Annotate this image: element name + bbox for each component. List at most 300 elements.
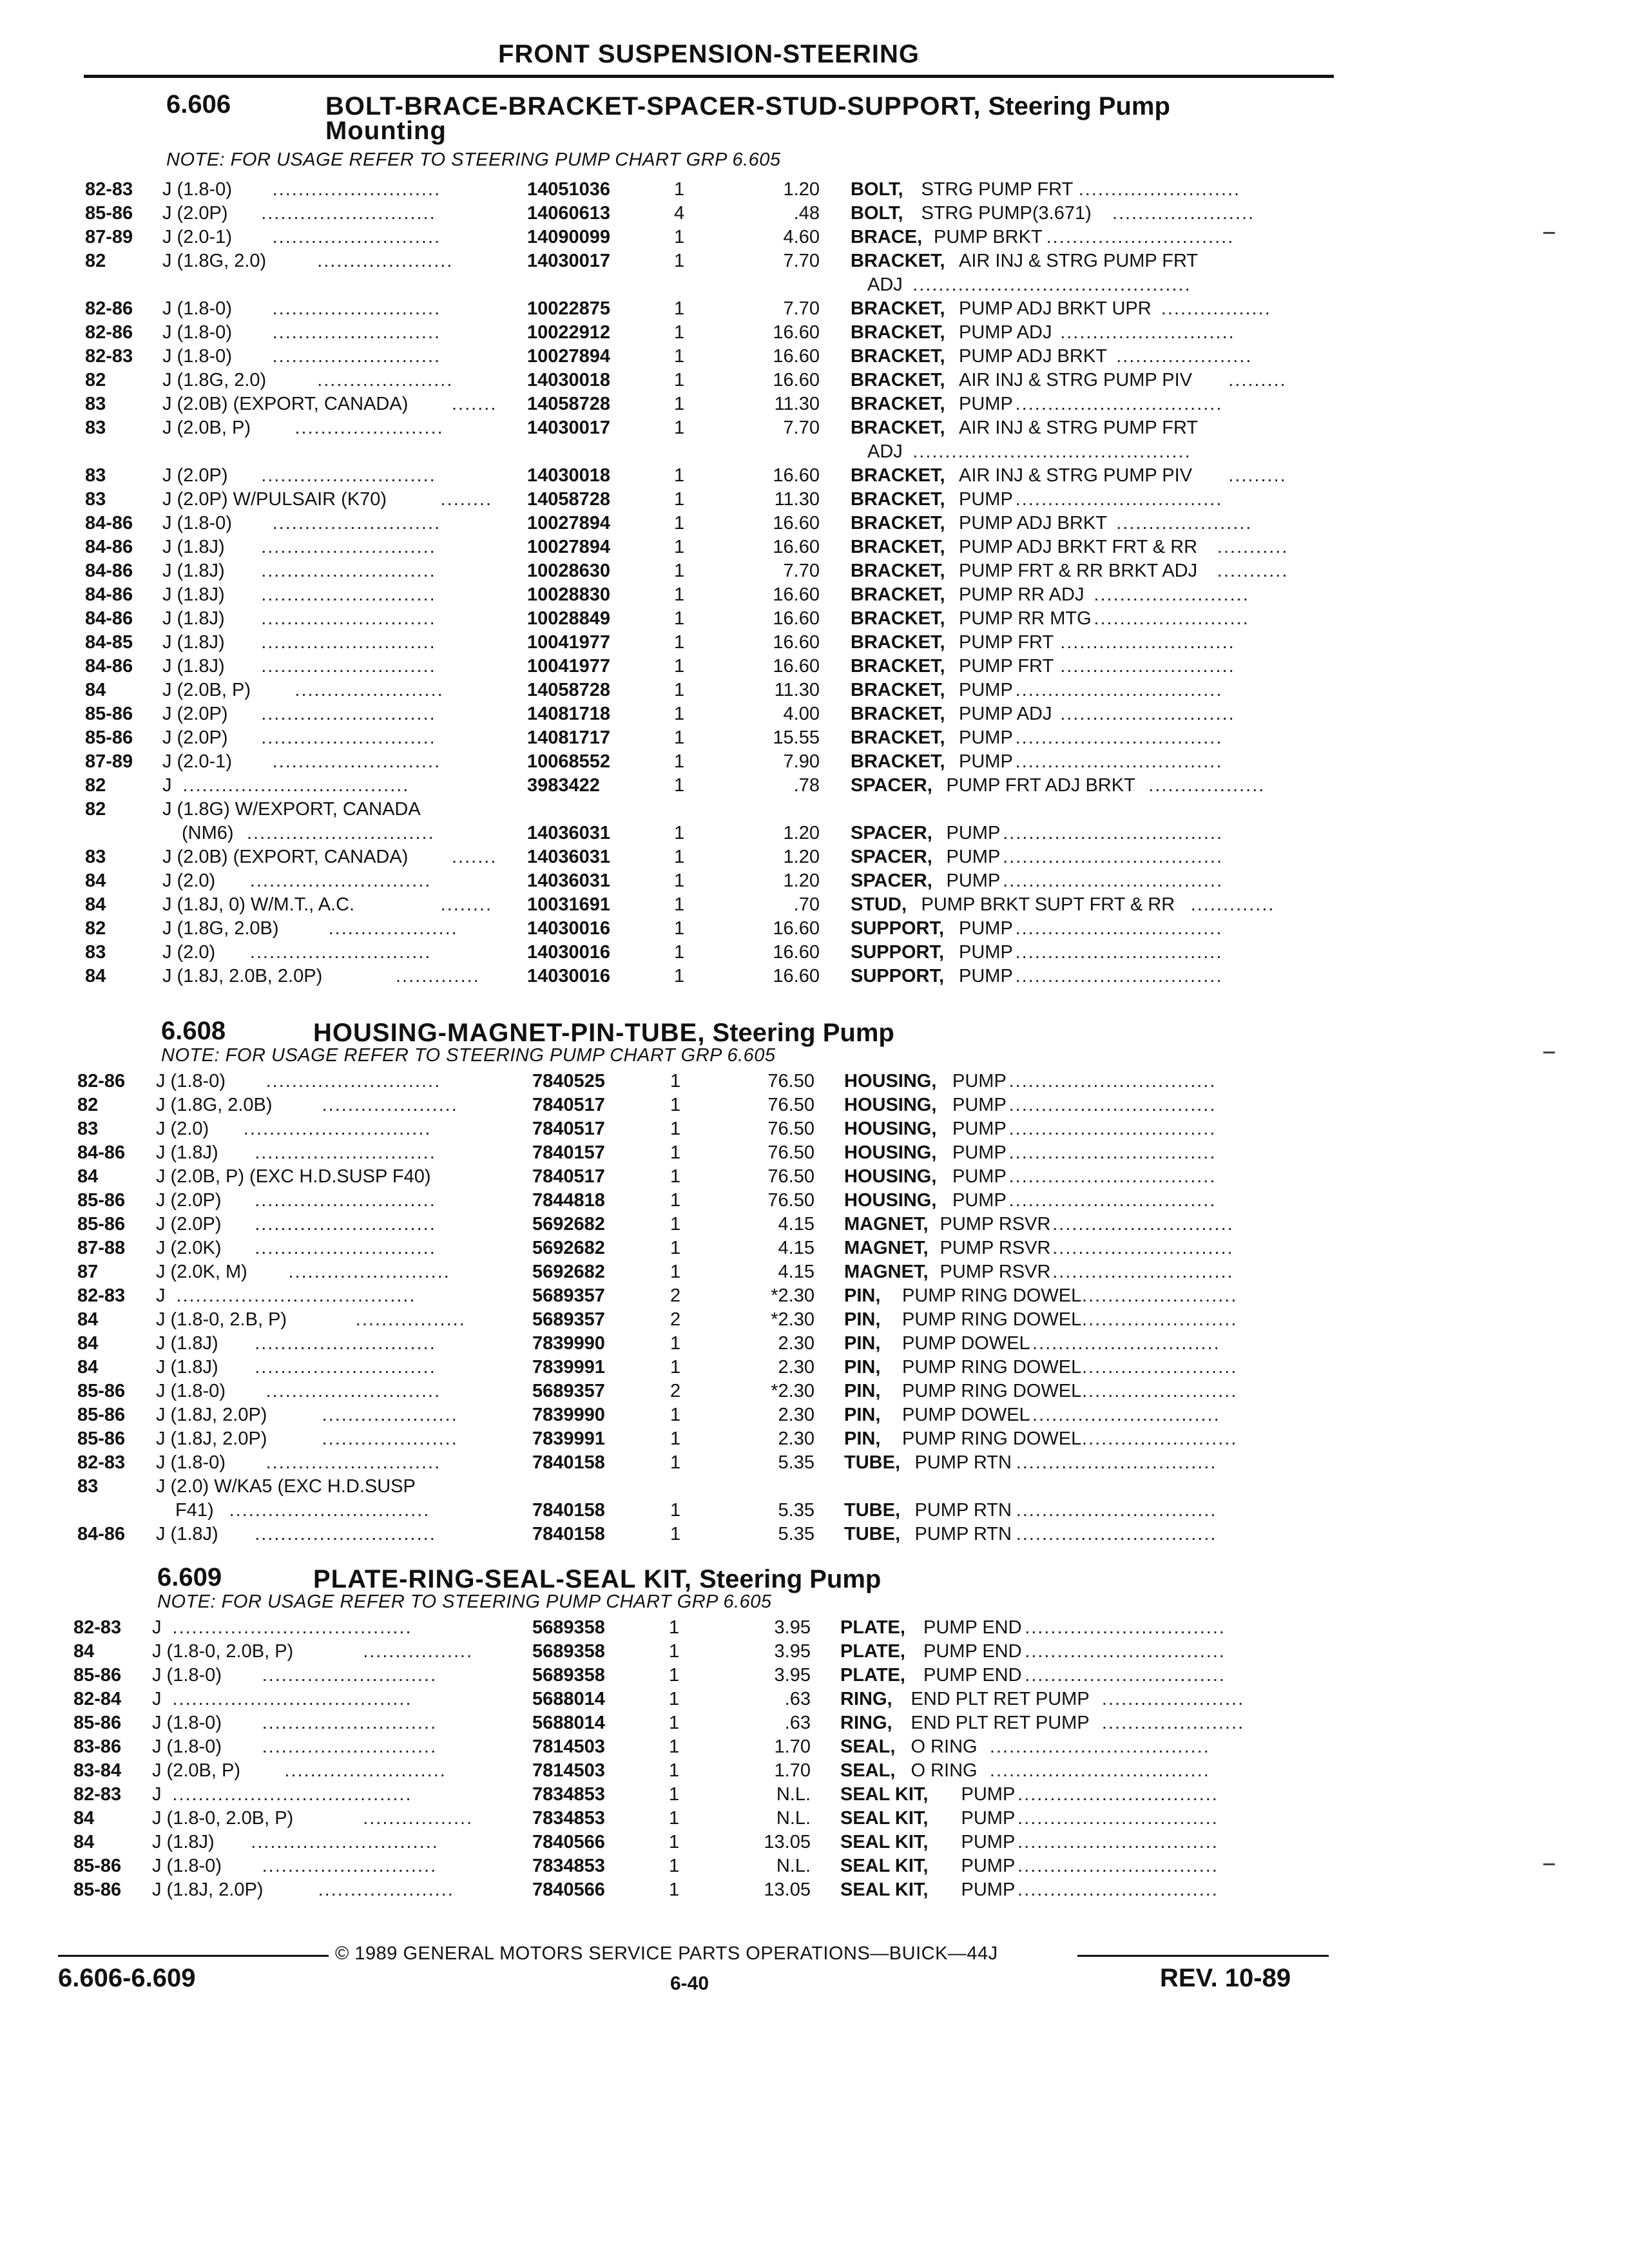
table-row [0, 798, 1629, 822]
leader-dots: ........................................... [912, 274, 1191, 295]
section-title-sub: Steering Pump [691, 1565, 882, 1593]
cell-description-name: MAGNET, [844, 1262, 929, 1282]
cell-description-name: BRACKET, [851, 394, 945, 414]
leader-dots: .............................. [1026, 1333, 1220, 1354]
cell-application: J (1.8-0) [152, 1713, 222, 1733]
cell-quantity: 1 [674, 370, 685, 390]
cell-year: 82-86 [85, 322, 133, 343]
table-row [0, 750, 1629, 774]
leader-dots: ........................................... [912, 441, 1191, 462]
cell-year: 83 [85, 942, 106, 963]
cell-application: J (1.8J) [162, 656, 225, 677]
cell-description: PUMP [946, 870, 1001, 891]
cell-description: PUMP END [923, 1665, 1022, 1686]
cell-quantity: 2 [670, 1309, 681, 1330]
cell-description-name: BRACKET, [851, 656, 945, 677]
cell-price: 16.60 [773, 465, 820, 486]
table-row [0, 226, 1629, 249]
cell-part-number: 14081718 [527, 704, 611, 724]
cell-year: 85-86 [77, 1190, 126, 1211]
cell-part-number: 7840525 [532, 1071, 605, 1091]
cell-application: J (1.8J) [162, 584, 225, 605]
leader-dots: ..................................... [172, 1689, 412, 1709]
cell-description: PUMP ADJ BRKT [959, 346, 1107, 367]
cell-price: N.L. [776, 1784, 811, 1805]
cell-description-name: MAGNET, [844, 1214, 929, 1235]
footer-copyright: © 1989 GENERAL MOTORS SERVICE PARTS OPERATIONS—BUICK—44J [335, 1943, 998, 1964]
cell-year: 83 [77, 1476, 99, 1497]
cell-description-name: HOUSING, [844, 1190, 937, 1211]
cell-part-number: 7840157 [532, 1142, 605, 1163]
cell-part-number: 5692682 [532, 1214, 605, 1235]
cell-year: 84 [77, 1309, 99, 1330]
cell-application: J (1.8J, 2.0P) [156, 1405, 267, 1425]
table-row [0, 917, 1629, 941]
leader-dots: ......................... [284, 1760, 447, 1781]
cell-year: 82 [85, 775, 106, 796]
table-row [0, 1475, 1629, 1499]
cell-year: 84-86 [85, 584, 133, 605]
leader-dots: ........................... [1060, 704, 1235, 724]
cell-quantity: 1 [669, 1879, 680, 1900]
cell-description-name: SUPPORT, [851, 966, 945, 986]
cell-price: 5.35 [778, 1500, 815, 1521]
leader-dots: ...................... [1101, 1713, 1245, 1733]
cell-price: 13.05 [764, 1879, 811, 1900]
cell-quantity: 1 [670, 1500, 681, 1521]
cell-description: PUMP RSVR [940, 1262, 1051, 1282]
cell-description-name: BRACKET, [851, 608, 945, 629]
cell-quantity: 1 [670, 1119, 681, 1139]
cell-description: PUMP RR MTG [959, 608, 1092, 629]
table-row [0, 1356, 1629, 1379]
section-title [325, 94, 1170, 143]
cell-quantity: 1 [670, 1262, 681, 1282]
cell-price: 16.60 [773, 918, 820, 939]
cell-price: 16.60 [773, 966, 820, 986]
table-row [0, 1093, 1629, 1117]
leader-dots: ........................... [262, 1736, 438, 1757]
cell-description: PUMP RSVR [940, 1214, 1051, 1235]
cell-description-name: TUBE, [844, 1524, 900, 1544]
cell-part-number: 7840517 [532, 1166, 605, 1187]
leader-dots: ............................ [255, 1357, 436, 1378]
leader-dots: .................................. [989, 1760, 1210, 1781]
cell-quantity: 1 [674, 632, 685, 653]
leader-dots: ..................... [322, 1095, 458, 1115]
cell-description: STRG PUMP(3.671) [921, 203, 1092, 224]
footer-rule-right [1077, 1955, 1329, 1957]
cell-quantity: 1 [674, 727, 685, 748]
table-row [0, 1189, 1629, 1213]
cell-description-name: BRACKET, [851, 680, 945, 700]
cell-price: 1.20 [783, 823, 820, 843]
leader-dots: ..................................... [172, 1617, 412, 1638]
cell-description-name: BRACKET, [851, 322, 945, 343]
leader-dots: ............................. [247, 823, 435, 843]
cell-application: J (1.8J) [156, 1524, 218, 1544]
cell-year: 84-86 [85, 513, 133, 533]
cell-price: 16.60 [773, 584, 820, 605]
cell-application: J (1.8J, 2.0P) [152, 1879, 264, 1900]
cell-part-number: 10027894 [527, 537, 611, 557]
cell-year: 85-86 [73, 1713, 122, 1733]
section-number: 6.608 [161, 1017, 226, 1045]
footer-revision: REV. 10-89 [1160, 1964, 1291, 1992]
leader-dots: ........................... [1060, 656, 1235, 677]
cell-part-number: 7840566 [532, 1879, 605, 1900]
cell-application: J (2.0P) [162, 203, 228, 224]
cell-application: J (2.0B) (EXPORT, CANADA) [162, 394, 409, 414]
leader-dots: ........................... [261, 537, 436, 557]
cell-description-name: BRACKET, [851, 704, 945, 724]
cell-price: *2.30 [771, 1381, 815, 1401]
cell-price: 13.05 [764, 1832, 811, 1852]
cell-year: 82 [85, 918, 106, 939]
cell-description-name: PIN, [844, 1333, 881, 1354]
cell-application: J (1.8J) [156, 1333, 218, 1354]
cell-price: 7.90 [783, 751, 820, 772]
table-row [0, 559, 1629, 583]
cell-application: J (2.0P) [156, 1214, 222, 1235]
cell-application: J (2.0P) [162, 704, 228, 724]
leader-dots: ........................... [261, 608, 436, 629]
cell-application: J (1.8-0) [162, 513, 232, 533]
cell-application: J (1.8-0) [156, 1381, 226, 1401]
cell-description: PUMP RTN [914, 1500, 1012, 1521]
cell-quantity: 2 [670, 1381, 681, 1401]
leader-dots: ........ [440, 489, 493, 510]
cell-year: 85-86 [77, 1405, 126, 1425]
leader-dots: ...................... [1101, 1689, 1245, 1709]
cell-quantity: 4 [674, 203, 685, 224]
leader-dots: ........................... [261, 632, 436, 653]
table-row [0, 535, 1629, 559]
table-row [0, 607, 1629, 631]
cell-year: 82-83 [85, 346, 133, 367]
cell-price: 5.35 [778, 1452, 815, 1473]
cell-year: 83 [85, 465, 106, 486]
table-row [0, 178, 1629, 202]
cell-application: J (1.8J) [162, 537, 225, 557]
cell-description: PUMP [959, 489, 1013, 510]
cell-description: AIR INJ & STRG PUMP PIV [959, 370, 1193, 390]
cell-quantity: 1 [674, 608, 685, 629]
cell-description-name: BOLT, [851, 179, 903, 200]
cell-application-cont: F41) [175, 1500, 214, 1521]
cell-price: 3.95 [774, 1665, 811, 1686]
cell-description-name: BRACKET, [851, 727, 945, 748]
section-title-line2: Mounting [325, 117, 447, 145]
cell-description-name: BRACE, [851, 227, 923, 247]
table-row [0, 202, 1629, 226]
cell-quantity: 1 [670, 1357, 681, 1378]
cell-description: PUMP [959, 918, 1013, 939]
cell-quantity: 1 [674, 227, 685, 247]
footer-page-number: 6-40 [670, 1973, 709, 1994]
cell-description: PUMP ADJ BRKT FRT & RR [959, 537, 1198, 557]
cell-quantity: 1 [669, 1617, 680, 1638]
cell-price: 4.15 [778, 1214, 815, 1235]
cell-description: PUMP DOWEL [902, 1405, 1030, 1425]
cell-quantity: 1 [669, 1665, 680, 1686]
leader-dots: ........................... [261, 727, 436, 748]
cell-price: .70 [793, 894, 820, 915]
cell-part-number: 5688014 [532, 1689, 605, 1709]
cell-application: J (1.8-0, 2.0B, P) [152, 1641, 294, 1662]
cell-quantity: 1 [674, 751, 685, 772]
cell-application: J [156, 1285, 166, 1306]
leader-dots: .................................. [1003, 847, 1224, 867]
cell-quantity: 1 [674, 489, 685, 510]
leader-dots: ................................... [182, 775, 410, 796]
leader-dots: ............................ [1052, 1214, 1234, 1235]
leader-dots: ................. [363, 1808, 474, 1829]
cell-description: PUMP ADJ BRKT [959, 513, 1107, 533]
cell-part-number: 14030016 [527, 918, 611, 939]
cell-description: PUMP RING DOWEL [902, 1381, 1082, 1401]
cell-price: 16.60 [773, 656, 820, 677]
cell-description-name: SPACER, [851, 847, 932, 867]
leader-dots: ..................... [1116, 513, 1253, 533]
cell-description: AIR INJ & STRG PUMP FRT [959, 418, 1199, 438]
cell-price: 76.50 [767, 1095, 815, 1115]
cell-part-number: 7840158 [532, 1452, 605, 1473]
leader-dots: ..................................... [176, 1285, 416, 1306]
cell-part-number: 14051036 [527, 179, 611, 200]
cell-price: 76.50 [767, 1142, 815, 1163]
section-note: NOTE: FOR USAGE REFER TO STEERING PUMP CHART GRP 6.605 [157, 1591, 772, 1612]
leader-dots: .......................... [272, 179, 441, 200]
cell-year: 85-86 [77, 1381, 126, 1401]
cell-price: 1.20 [783, 870, 820, 891]
cell-quantity: 1 [669, 1856, 680, 1876]
cell-application: J (1.8J) [162, 608, 225, 629]
table-row [0, 1332, 1629, 1356]
cell-description: PUMP RTN [914, 1452, 1012, 1473]
margin-mark [1543, 232, 1555, 234]
cell-description-name: BRACKET, [851, 418, 945, 438]
leader-dots: .......................... [272, 227, 441, 247]
cell-price: *2.30 [771, 1285, 815, 1306]
cell-description: PUMP [946, 847, 1001, 867]
leader-dots: ........................... [262, 1856, 438, 1876]
leader-dots: ................................ [1015, 489, 1223, 510]
cell-description: PUMP RSVR [940, 1238, 1051, 1258]
table-row [0, 249, 1629, 273]
cell-part-number: 14060613 [527, 203, 611, 224]
cell-description: PUMP END [923, 1617, 1022, 1638]
cell-part-number: 7814503 [532, 1736, 605, 1757]
cell-application: J [152, 1689, 162, 1709]
cell-part-number: 14036031 [527, 847, 611, 867]
section-title-sub: Steering Pump [705, 1019, 894, 1047]
cell-quantity: 2 [670, 1285, 681, 1306]
cell-quantity: 1 [674, 537, 685, 557]
cell-description-name: HOUSING, [844, 1071, 937, 1091]
leader-dots: .................. [1148, 775, 1266, 796]
leader-dots: ....... [452, 847, 497, 867]
section-title [313, 1567, 881, 1591]
leader-dots: ............................. [243, 1119, 432, 1139]
cell-quantity: 1 [669, 1641, 680, 1662]
leader-dots: ........................... [261, 465, 436, 486]
leader-dots: ............................ [255, 1524, 436, 1544]
cell-part-number: 14030017 [527, 418, 611, 438]
section-title [313, 1021, 894, 1045]
table-row [0, 655, 1629, 678]
leader-dots: .......................... [272, 751, 441, 772]
cell-description-name: TUBE, [844, 1500, 900, 1521]
cell-description-name: PLATE, [840, 1617, 905, 1638]
cell-quantity: 1 [669, 1832, 680, 1852]
cell-description-name: BRACKET, [851, 489, 945, 510]
cell-year: 84 [85, 894, 106, 915]
cell-description-name: PIN, [844, 1285, 881, 1306]
cell-year: 84-86 [85, 608, 133, 629]
leader-dots: ............................... [1017, 1879, 1219, 1900]
cell-description-name: SPACER, [851, 870, 932, 891]
leader-dots: ............................... [1016, 1524, 1217, 1544]
cell-description-name: PIN, [844, 1381, 881, 1401]
cell-application: J (1.8-0) [152, 1736, 222, 1757]
cell-description: PUMP [952, 1071, 1007, 1091]
table-row [0, 392, 1629, 416]
cell-quantity: 1 [674, 870, 685, 891]
cell-year: 83 [85, 847, 106, 867]
cell-quantity: 1 [674, 680, 685, 700]
cell-price: .63 [784, 1689, 811, 1709]
cell-description: PUMP [959, 942, 1013, 963]
cell-description-name: BRACKET, [851, 537, 945, 557]
leader-dots: ........... [1217, 537, 1289, 557]
leader-dots: ..................... [317, 251, 454, 271]
cell-quantity: 1 [669, 1713, 680, 1733]
cell-description-name: SEAL KIT, [840, 1856, 929, 1876]
leader-dots: ................................ [1015, 966, 1223, 986]
table-row-continued [0, 273, 1629, 297]
cell-price: 76.50 [767, 1166, 815, 1187]
cell-description-name: SEAL KIT, [840, 1784, 929, 1805]
leader-dots: ................................ [1015, 942, 1223, 963]
cell-description: PUMP BRKT SUPT FRT & RR [921, 894, 1175, 915]
cell-year: 87 [77, 1262, 99, 1282]
leader-dots: ........... [1217, 561, 1289, 581]
cell-price: 7.70 [783, 251, 820, 271]
leader-dots: .......................... [272, 346, 441, 367]
cell-year: 84 [85, 870, 106, 891]
cell-description: PUMP FRT [959, 632, 1054, 653]
cell-description: PUMP [961, 1832, 1016, 1852]
table-row [0, 1379, 1629, 1403]
leader-dots: ...................... [1112, 203, 1255, 224]
cell-description: PUMP FRT & RR BRKT ADJ [959, 561, 1198, 581]
cell-application: J [152, 1784, 162, 1805]
cell-year: 82-83 [77, 1452, 126, 1473]
leader-dots: ............................. [251, 1832, 439, 1852]
cell-description: PUMP END [923, 1641, 1022, 1662]
cell-part-number: 10028830 [527, 584, 611, 605]
table-row [0, 774, 1629, 798]
cell-price: 16.60 [773, 513, 820, 533]
cell-quantity: 1 [670, 1333, 681, 1354]
cell-price: 16.60 [773, 537, 820, 557]
table-row [0, 583, 1629, 607]
cell-description: PUMP RR ADJ [959, 584, 1084, 605]
cell-quantity: 1 [674, 346, 685, 367]
cell-description: PUMP ADJ [959, 322, 1052, 343]
table-row [0, 1616, 1629, 1640]
leader-dots: .............................. [1026, 1405, 1220, 1425]
section-title-main: BOLT-BRACE-BRACKET-SPACER-STUD-SUPPORT, [325, 92, 981, 120]
cell-description-name: BRACKET, [851, 584, 945, 605]
cell-application: J (1.8-0) [162, 179, 232, 200]
cell-price: 1.70 [774, 1760, 811, 1781]
cell-price: 16.60 [773, 346, 820, 367]
section-title-main: HOUSING-MAGNET-PIN-TUBE, [313, 1019, 706, 1047]
cell-year: 82-83 [85, 179, 133, 200]
cell-part-number: 14036031 [527, 870, 611, 891]
cell-description-cont: ADJ [867, 274, 903, 295]
leader-dots: ............................ [1052, 1238, 1234, 1258]
cell-year: 84-86 [77, 1524, 126, 1544]
cell-description: PUMP [961, 1808, 1016, 1829]
cell-description: PUMP [959, 751, 1013, 772]
cell-description: STRG PUMP FRT [921, 179, 1074, 200]
cell-year: 85-86 [77, 1214, 126, 1235]
cell-description-name: SEAL KIT, [840, 1832, 929, 1852]
cell-price: 1.70 [774, 1736, 811, 1757]
cell-price: 4.15 [778, 1238, 815, 1258]
cell-quantity: 1 [669, 1689, 680, 1709]
cell-quantity: 1 [674, 775, 685, 796]
table-row [0, 1260, 1629, 1284]
leader-dots: ................................ [1008, 1095, 1217, 1115]
cell-description: PUMP FRT [959, 656, 1054, 677]
cell-application: J (2.0P) [162, 727, 228, 748]
cell-price: 11.30 [774, 489, 820, 510]
table-row [0, 1427, 1629, 1451]
footer-section-range: 6.606-6.609 [58, 1964, 196, 1992]
cell-quantity: 1 [674, 513, 685, 533]
cell-description-name: BRACKET, [851, 298, 945, 319]
leader-dots: ................................ [1015, 751, 1223, 772]
table-row [0, 678, 1629, 702]
leader-dots: ......... [1228, 370, 1287, 390]
cell-application: J (1.8-0) [162, 298, 232, 319]
cell-description-name: BRACKET, [851, 561, 945, 581]
leader-dots: ....................... [294, 680, 444, 700]
cell-year: 84 [77, 1333, 99, 1354]
table-row [0, 845, 1629, 869]
leader-dots: ........................ [1094, 608, 1249, 629]
cell-year: 84 [73, 1641, 95, 1662]
cell-description: PUMP [959, 394, 1013, 414]
cell-application: J (1.8G, 2.0) [162, 370, 267, 390]
leader-dots: ........................... [261, 203, 436, 224]
cell-description: PUMP RING DOWEL [902, 1285, 1082, 1306]
cell-application: J [152, 1617, 162, 1638]
cell-part-number: 10028849 [527, 608, 611, 629]
cell-part-number: 10031691 [527, 894, 611, 915]
cell-year: 82 [77, 1095, 99, 1115]
cell-part-number: 5689358 [532, 1665, 605, 1686]
cell-description-name: SEAL KIT, [840, 1879, 929, 1900]
leader-dots: .................................. [989, 1736, 1210, 1757]
cell-description-name: PLATE, [840, 1665, 905, 1686]
cell-price: 1.20 [783, 179, 820, 200]
cell-price: 4.60 [783, 227, 820, 247]
